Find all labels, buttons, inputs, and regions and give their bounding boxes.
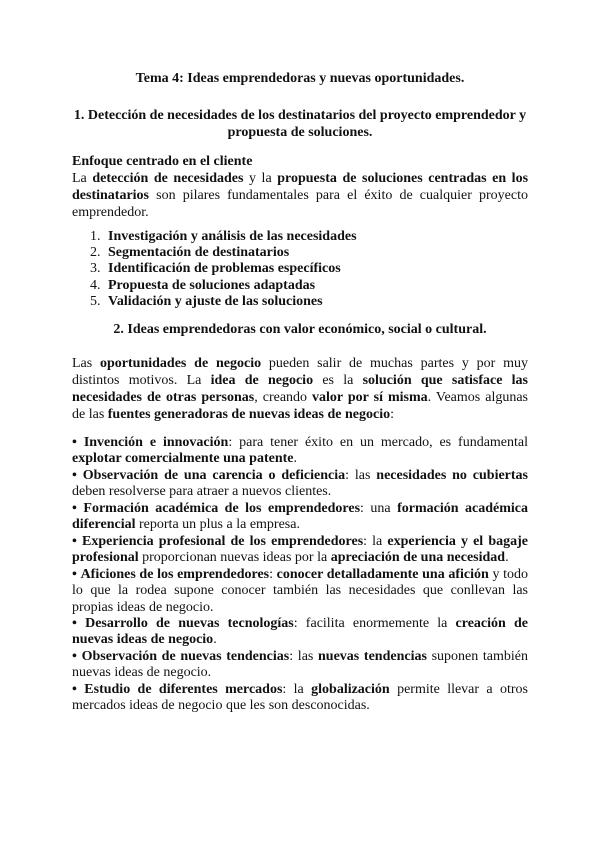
- list-text: Propuesta de soluciones adaptadas: [108, 277, 316, 293]
- text-run: : las: [345, 468, 377, 483]
- bold-run: creación de nuevas ideas de negocio: [72, 616, 528, 648]
- list-number: 3.: [90, 261, 101, 277]
- bold-run: oportunidades de negocio: [100, 356, 262, 371]
- list-number: 4.: [90, 277, 101, 293]
- section1-paragraph: [72, 170, 528, 221]
- text-run: . Veamos algunas de las: [72, 390, 528, 422]
- section2-intro: [72, 355, 528, 423]
- text-run: proporcionan nuevas ideas por la: [138, 550, 331, 566]
- bold-run: nuevas tendencias: [318, 649, 427, 664]
- list-number: 1.: [90, 229, 101, 244]
- text-run: Las: [72, 356, 101, 371]
- list-item: [72, 245, 528, 261]
- bold-run: solución que satisface las necesidades de otras personas: [72, 373, 529, 405]
- list-text: Investigación y análisis de las necesidades: [108, 229, 357, 244]
- text-run: reporta un plus a la empresa.: [135, 517, 300, 533]
- bullet-glyph: •: [72, 567, 77, 582]
- text-run: : la: [282, 682, 312, 697]
- bullet-glyph: •: [72, 435, 77, 450]
- list-text: Segmentación de destinatarios: [108, 245, 290, 261]
- bullet-glyph: •: [72, 534, 77, 549]
- bold-run: necesidades no cubiertas: [376, 468, 528, 483]
- bold-run: Desarrollo de nuevas tecnologías: [85, 616, 294, 631]
- list-item: [72, 261, 528, 277]
- idea-source-item: [72, 682, 528, 715]
- bullet-glyph: •: [72, 682, 77, 697]
- bold-run: Estudio de diferentes mercados: [84, 682, 283, 697]
- bullet-glyph: •: [72, 468, 77, 483]
- text-run: suponen también nuevas ideas de negocio.: [72, 649, 529, 681]
- text-run: pueden salir de muchas partes y por muy distintos motivos. La: [72, 356, 528, 388]
- text-run: : una: [360, 501, 398, 516]
- page-title: Tema 4: Ideas emprendedoras y nuevas oportunidades.: [135, 71, 465, 86]
- text-run: es la: [313, 373, 363, 388]
- text-run: : las: [289, 649, 319, 664]
- bold-run: Formación académica de los emprendedores: [83, 501, 361, 516]
- bold-run: idea de negocio: [210, 373, 314, 388]
- idea-source-item: [72, 567, 528, 616]
- text-run: .: [505, 550, 509, 566]
- text-run: :: [269, 567, 277, 582]
- bold-run: Aficiones de los emprendedores: [80, 567, 270, 582]
- list-number: 5.: [90, 293, 101, 309]
- idea-source-item: [72, 534, 528, 567]
- idea-source-item: [72, 468, 528, 501]
- bold-run: apreciación de una necesidad: [330, 550, 506, 566]
- text-run: son pilares fundamentales para el éxito de cualquier proyecto emprendedor.: [72, 188, 528, 220]
- bold-run: propuesta de soluciones centradas en los destinatarios: [72, 171, 529, 203]
- bold-run: detección de necesidades: [92, 171, 244, 186]
- list-item: [72, 294, 528, 310]
- text-run: :: [390, 407, 394, 422]
- idea-source-item: [72, 435, 528, 468]
- idea-source-item: [72, 649, 528, 682]
- section1-subheading: Enfoque centrado en el cliente: [72, 154, 253, 169]
- bullet-glyph: •: [72, 501, 77, 516]
- list-number: 2.: [90, 245, 101, 261]
- text-run: , creando: [254, 390, 313, 405]
- bold-run: formación académica diferencial: [72, 501, 529, 533]
- list-text: Validación y ajuste de las soluciones: [108, 293, 323, 309]
- needs-list: [72, 229, 528, 310]
- bold-run: conocer detalladamente una afición: [276, 567, 489, 582]
- text-run: .: [293, 451, 297, 467]
- text-run: y todo lo que la rodea supone conocer también las necesidades que conllevan las propias ideas de negocio.: [72, 567, 529, 615]
- bold-run: Observación de nuevas tendencias: [81, 649, 290, 664]
- bullet-glyph: •: [72, 616, 77, 631]
- section1-heading: 1. Detección de necesidades de los destinatarios del proyecto emprendedor y propuesta de soluciones.: [73, 108, 527, 140]
- text-run: : para tener éxito en un mercado, es fundamental: [228, 435, 528, 450]
- list-item: [72, 278, 528, 294]
- bold-run: globalización: [311, 682, 390, 697]
- section2-heading: 2. Ideas emprendedoras con valor económico, social o cultural.: [113, 322, 487, 337]
- text-run: permite llevar a otros mercados ideas de negocio que les son desconocidas.: [72, 682, 529, 714]
- text-run: .: [213, 632, 217, 648]
- text-run: La: [72, 171, 93, 186]
- bold-run: Invención e innovación: [83, 435, 229, 450]
- text-run: y la: [243, 171, 278, 186]
- text-run: deben resolverse para atraer a nuevos clientes.: [72, 484, 332, 500]
- bold-run: valor por sí misma: [312, 390, 428, 405]
- bold-run: Experiencia profesional de los emprendedores: [82, 534, 364, 549]
- bullet-glyph: •: [72, 649, 77, 664]
- bold-run: fuentes generadoras de nuevas ideas de negocio: [107, 407, 391, 422]
- bold-run: explotar comercialmente una patente: [72, 451, 294, 467]
- list-text: Identificación de problemas específicos: [108, 261, 341, 277]
- bold-run: experiencia y el bagaje profesional: [72, 534, 528, 566]
- idea-source-item: [72, 501, 528, 534]
- text-run: : la: [363, 534, 388, 549]
- list-item: [72, 229, 528, 245]
- bold-run: Observación de una carencia o deficiencia: [82, 468, 346, 483]
- idea-source-item: [72, 616, 528, 649]
- text-run: : facilita enormemente la: [293, 616, 456, 631]
